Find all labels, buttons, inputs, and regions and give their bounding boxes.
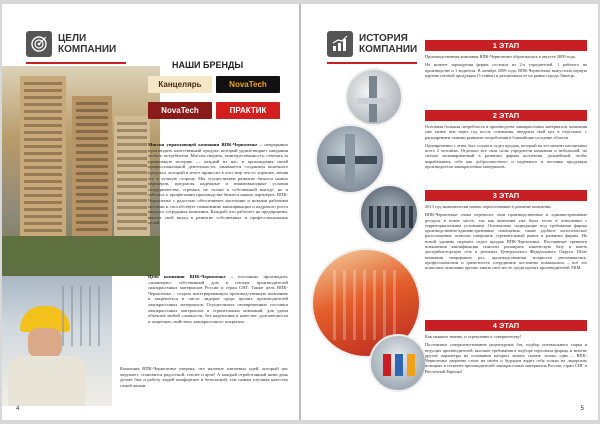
page-left bbox=[2, 4, 299, 420]
stage-3-text bbox=[425, 204, 587, 271]
brands-title: НАШИ БРЕНДЫ bbox=[172, 60, 244, 70]
right-heading: ИСТОРИЯ КОМПАНИИ bbox=[359, 33, 418, 55]
page-number-left: 4 bbox=[16, 406, 20, 412]
stage-4-title: 4 ЭТАП bbox=[425, 320, 587, 331]
stage-3-title: 3 ЭТАП bbox=[425, 190, 587, 201]
left-header-rule bbox=[26, 62, 126, 64]
product-line-photo bbox=[369, 334, 427, 392]
brand-kanceliar: Канцелярь bbox=[148, 76, 212, 93]
stage-4-para-1: Как мышкое знание, и стремление к совершенству! bbox=[425, 334, 522, 339]
stage-3-para-2: ВПК-Черноземье снова переносит свои производственные и административные ресурсы в новое место, так как компания уже была тесно в отношении с территориальными условиями. Оптимально подводящие под требования фирмы производственно-административные помещения, также удобное логистическое расположение, помогли совершить стремительный рывок в развитии фирмы. На новой уровень перешёл отдел продаж ВПК-Черноземье. Постоянные тренинги повышения квалификации помогли расширить клиентскую базу и иметь дистрибьюторскую сеть в регионах Центрального Федерального Округа. Штат компании непрерывно рос, производственные мощности увеличивались, профессионализм и грамотность сотрудников постоянно повышались – всё это позволило компании прочно занять своё место среди прочих производителей ЛКМ. bbox=[425, 212, 587, 271]
goal-paragraph bbox=[148, 274, 288, 324]
production-line-photo bbox=[315, 124, 385, 194]
stage-2-text bbox=[425, 124, 587, 169]
page-number-right: 5 bbox=[580, 406, 584, 412]
stage-1-para-1: Производственная компания ВПК-Черноземье образовалась в августе 2009 года. bbox=[425, 54, 576, 59]
building-photo bbox=[2, 66, 160, 276]
mission-body: непрерывно производить качественный продукт, который удовлетворяет ожидания любого потребителя. Миссия творить, заинтересованность, отвечать за правильную историю — каждый из нас, в прохождения своей профессиональной деятельности, занимается созданием конечного продукта, который в итоге приносит в этот мир что-то хорошее, меняя его в лучшую сторону. Мы осуществляем развитие бизнеса наших партнёров, предлагая надёжные и взаимовыгодные условия сотрудничества, стремясь не только к собственной выгоде, но и заботясь о процветании производства бизнеса наших партнёров. ВПК-Черноземье с радостью обеспечивает население и новыми рабочими местами и способствует повышению квалификации и кадрового роста каждого сотрудника компании. Каждый, кто работает на предприятии, вносит свой вклад в развитие собственных и профессиональных целей. bbox=[148, 142, 288, 226]
factory-equipment-photo bbox=[345, 68, 403, 126]
stage-1-title: 1 ЭТАП bbox=[425, 40, 587, 51]
brand-novatech-black: NovaTech bbox=[216, 76, 280, 93]
stage-3-para-1: 2013 год экономически начать переоснование в развитие компании. bbox=[425, 204, 552, 209]
warehouse-photo bbox=[359, 184, 419, 244]
closing-paragraph: Компания ВПК-Черноземье уверена, что наличие ключевых идей, который нас окружает, становится радостной, теплее и ярче! А каждый отработанный нами день делает быт и работу людей комфортнее и безопасней, тем самым улучшая качество самой жизни. bbox=[120, 366, 288, 388]
page-right bbox=[301, 4, 598, 420]
target-icon bbox=[26, 31, 52, 57]
growth-chart-icon bbox=[327, 31, 353, 57]
stage-1-para-2: На момент зарождения фирма состояла из 2-х учредителей, 1 рабочего на производстве и 1 водителя. В октябре 2009 года, ВПК-Черноземье выпустила первую партию готовой продукции (3 тонны) и реализовала ее на рынке города Липецк. bbox=[425, 62, 587, 78]
goal-lead: Цель компании ВПК-Черноземье – bbox=[148, 274, 233, 279]
worker-photo bbox=[2, 276, 112, 406]
right-header-rule bbox=[327, 62, 417, 64]
mission-lead: Миссия управляющей компании ВПК-Черноземье – bbox=[148, 142, 263, 147]
brand-novatech-red: NovaTech bbox=[148, 102, 212, 119]
stage-1-text bbox=[425, 54, 587, 78]
goal-body: постоянно производить «знакомую» собственный дом в секторе производителей лакокрасочных материалов России и стран СНГ. Также цель ВПК-Черноземье – создать интегрированную производственную компанию и закрепиться в числе лидеров среди прочих производителей лакокрасочных материалов. Осуществлять своевременные поставки лакокрасочных материалов и строительных компаний, для удачи объектов любой сложности, без нарушения в качестве, долговечности и защитных свойствах лакокрасочного покрытия. bbox=[148, 274, 288, 324]
brand-praktik: ПРАКТИК bbox=[216, 102, 280, 119]
mission-paragraph bbox=[148, 142, 288, 226]
stage-2-title: 2 ЭТАП bbox=[425, 110, 587, 121]
left-heading: ЦЕЛИ КОМПАНИИ bbox=[58, 33, 117, 55]
stage-2-para-1: Основная большая потребность в производстве лакокрасочных материалов, компания уже менее чем через год после основания, внедрила свой цех в отдельное, с расширением самими рынками потребления в ближайшие соседние области. bbox=[425, 124, 587, 140]
stage-2-para-2: Одновременно с этим, был создан и отдел продаж, который на тот момент насчитывал всего 2 человека. Отдельно все свои силы учредители компании и небольшой, но сильно мотивированный в развитии фирмы коллектив, дальнейшей, чтобы вырабатывать себе как добросовестного и надёжного в поставке продукции производителя лакокрасочных материалов. bbox=[425, 142, 587, 170]
right-header bbox=[327, 26, 419, 62]
left-header bbox=[26, 26, 118, 62]
stage-4-text bbox=[425, 334, 587, 374]
stage-4-para-2: Постоянное совершенствование рецептурных баз, подбор оптимального сырья и ведущих производителей, высокие требования в подборе персонала фирмы, и многие другие параметры на основании которых можно сказать только одно – ВПК-Черноземье уверенно стоит на своём и будущем видит себя только на лидерских позициях в сегменте производителей лакокрасочных материалов России, стран СНГ и Восточной Европы! bbox=[425, 342, 587, 374]
